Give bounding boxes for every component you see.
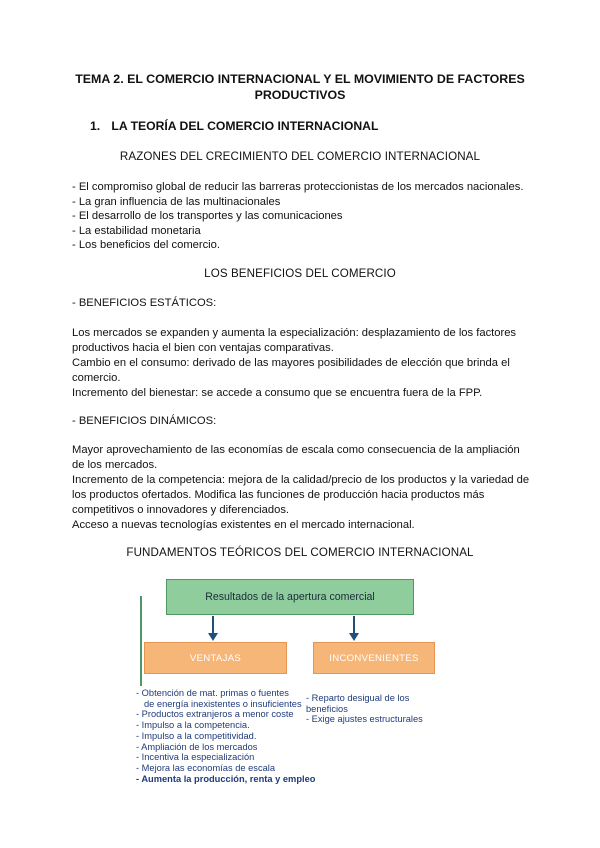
beneficios-heading: LOS BENEFICIOS DEL COMERCIO <box>204 267 396 280</box>
list-item: - El desarrollo de los transportes y las comunicaciones <box>72 210 343 223</box>
section-heading <box>90 119 378 133</box>
arrow-down-inconvenientes <box>353 616 355 634</box>
list-item: - Productos extranjeros a menor coste <box>136 709 294 720</box>
list-item: de energía inexistentes o insuficientes <box>144 698 302 709</box>
inconvenientes-list <box>306 693 430 725</box>
document-title: TEMA 2. EL COMERCIO INTERNACIONAL Y EL MOVIMIENTO DE FACTORES PRODUCTIVOS <box>75 72 525 102</box>
list-item: - La gran influencia de las multinacionales <box>72 195 281 208</box>
dinamicos-label: - BENEFICIOS DINÁMICOS: <box>72 415 217 427</box>
ventajas-list <box>136 688 315 784</box>
estaticos-label: - BENEFICIOS ESTÁTICOS: <box>72 297 217 309</box>
list-item: - Obtención de mat. primas o fuentes <box>136 688 289 698</box>
ventajas-box: VENTAJAS <box>144 642 287 674</box>
list-item: - Reparto desigual de los beneficios <box>306 693 410 714</box>
list-item: - Impulso a la competencia. <box>136 720 250 731</box>
estaticos-line: Cambio en el consumo: derivado de las mayores posibilidades de elección que brinda el comercio. <box>72 357 510 384</box>
section-label: LA TEORÍA DEL COMERCIO INTERNACIONAL <box>111 119 379 133</box>
dinamicos-paragraph <box>72 443 532 533</box>
list-item: - Impulso a la competitividad. <box>136 730 257 741</box>
razones-heading: RAZONES DEL CRECIMIENTO DEL COMERCIO INTERNACIONAL <box>119 150 481 163</box>
list-item: - Incentiva la especialización <box>136 752 255 763</box>
estaticos-line: Los mercados se expanden y aumenta la especialización: desplazamiento de los factores productivos hacia el bien con ventajas comparativas. <box>72 327 517 354</box>
list-item: - La estabilidad monetaria <box>72 224 201 237</box>
list-item: - Ampliación de los mercados <box>136 741 258 752</box>
apertura-comercial-diagram <box>134 572 430 790</box>
resultados-box: Resultados de la apertura comercial <box>166 579 414 615</box>
list-item: - Mejora las economías de escala <box>136 762 276 773</box>
arrow-head-ventajas <box>208 633 218 641</box>
dinamicos-line: Acceso a nuevas tecnologías existentes en el mercado internacional. <box>72 519 415 531</box>
diagram-line-left <box>140 596 142 686</box>
arrow-down-ventajas <box>212 616 214 634</box>
list-item: - Exige ajustes estructurales <box>306 714 423 725</box>
arrow-head-inconvenientes <box>349 633 359 641</box>
fundamentos-heading: FUNDAMENTOS TEÓRICOS DEL COMERCIO INTERNACIONAL <box>126 546 474 559</box>
dinamicos-line: Mayor aprovechamiento de las economías de escala como consecuencia de la ampliación de los mercados. <box>72 444 520 471</box>
inconvenientes-box: INCONVENIENTES <box>313 642 435 674</box>
section-number: 1. <box>90 119 101 133</box>
list-item: - Aumenta la producción, renta y empleo <box>136 773 316 784</box>
estaticos-line: Incremento del bienestar: se accede a consumo que se encuentra fuera de la FPP. <box>72 387 483 399</box>
razones-list <box>72 180 523 253</box>
list-item: - El compromiso global de reducir las barreras proteccionistas de los mercados nacionales. <box>72 181 524 193</box>
estaticos-paragraph <box>72 326 532 401</box>
dinamicos-line: Incremento de la competencia: mejora de la calidad/precio de los productos y la variedad de los productos ofertados. Modifica las funciones de producción hacia productos más competitivos o innovadores y diferenciados. <box>72 474 530 516</box>
list-item: - Los beneficios del comercio. <box>72 239 220 252</box>
